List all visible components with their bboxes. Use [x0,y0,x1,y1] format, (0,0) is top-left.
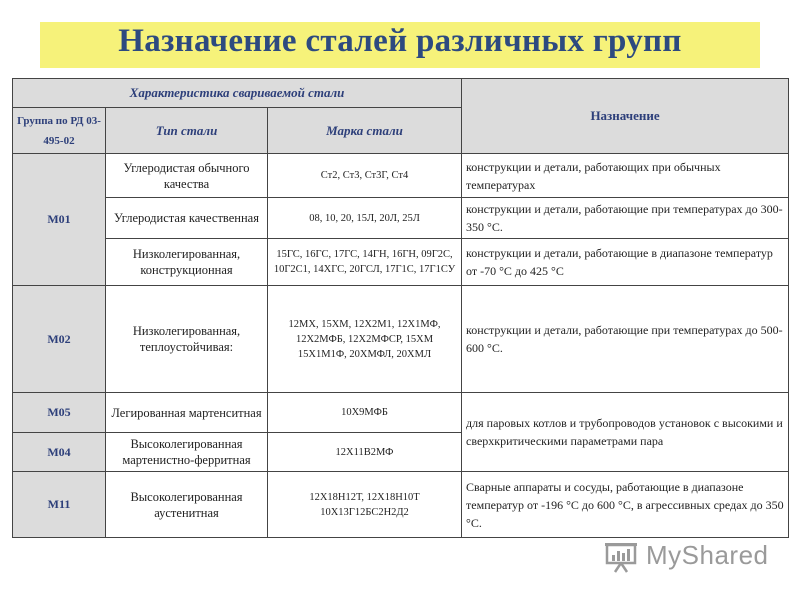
group-cell: М04 [13,433,106,472]
steel-grade-cell: 08, 10, 20, 15Л, 20Л, 25Л [268,198,462,239]
steel-grade-cell: 12Х11В2МФ [268,433,462,472]
myshared-logo[interactable] [604,538,774,574]
header-group: Группа по РД 03-495-02 [13,108,106,154]
page-title: Назначение сталей различных групп [118,23,682,59]
purpose-cell: конструкции и детали, работающие в диапазоне температур от -70 °С до 425 °С [462,239,789,286]
steel-grade-cell: 12Х18Н12Т, 12Х18Н10Т 10Х13Г12БС2Н2Д2 [268,472,462,538]
group-cell: М01 [13,154,106,286]
table-row [13,472,789,538]
steel-type-cell: Низколегированная, теплоустойчивая: [106,286,268,393]
presentation-board-icon [604,540,638,574]
table-row [13,154,789,198]
steel-type-cell: Углеродистая обычного качества [106,154,268,198]
header-purpose: Назначение [462,79,789,154]
header-characteristic: Характеристика свариваемой стали [13,79,462,108]
purpose-cell: Сварные аппараты и сосуды, работающие в диапазоне температур от -196 °С до 600 °С, в агрессивных средах до 350 °С. [462,472,789,538]
logo-text: MyShared [646,540,769,570]
purpose-cell: конструкции и детали, работающие при температурах до 500-600 °С. [462,286,789,393]
steel-grade-cell: 12МХ, 15ХМ, 12Х2М1, 12Х1МФ, 12Х2МФБ, 12Х2МФСР, 15ХМ 15Х1М1Ф, 20ХМФЛ, 20ХМЛ [268,286,462,393]
table-row [13,239,789,286]
purpose-cell: конструкции и детали, работающие при температурах до 300-350 °С. [462,198,789,239]
steel-grade-cell: 15ГС, 16ГС, 17ГС, 14ГН, 16ГН, 09Г2С, 10Г2С1, 14ХГС, 20ГСЛ, 17Г1С, 17Г1СУ [268,239,462,286]
steel-type-cell: Высоколегированная мартенистно-ферритная [106,433,268,472]
steel-type-cell: Низколегированная, конструкционная [106,239,268,286]
table-row [13,393,789,433]
purpose-cell: конструкции и детали, работающих при обычных температурах [462,154,789,198]
table-header-row-1 [13,79,789,108]
purpose-cell: для паровых котлов и трубопроводов установок с высокими и сверхкритическими параметрами пара [462,393,789,472]
steel-groups-table [12,78,789,538]
table-row [13,286,789,393]
steel-grade-cell: Ст2, Ст3, Ст3Г, Ст4 [268,154,462,198]
group-cell: М05 [13,393,106,433]
steel-type-cell: Высоколегированная аустенитная [106,472,268,538]
group-cell: М11 [13,472,106,538]
steel-type-cell: Легированная мартенситная [106,393,268,433]
table-row [13,198,789,239]
group-cell: М02 [13,286,106,393]
steel-grade-cell: 10Х9МФБ [268,393,462,433]
header-type: Тип стали [106,108,268,154]
steel-type-cell: Углеродистая качественная [106,198,268,239]
header-grade: Марка стали [268,108,462,154]
